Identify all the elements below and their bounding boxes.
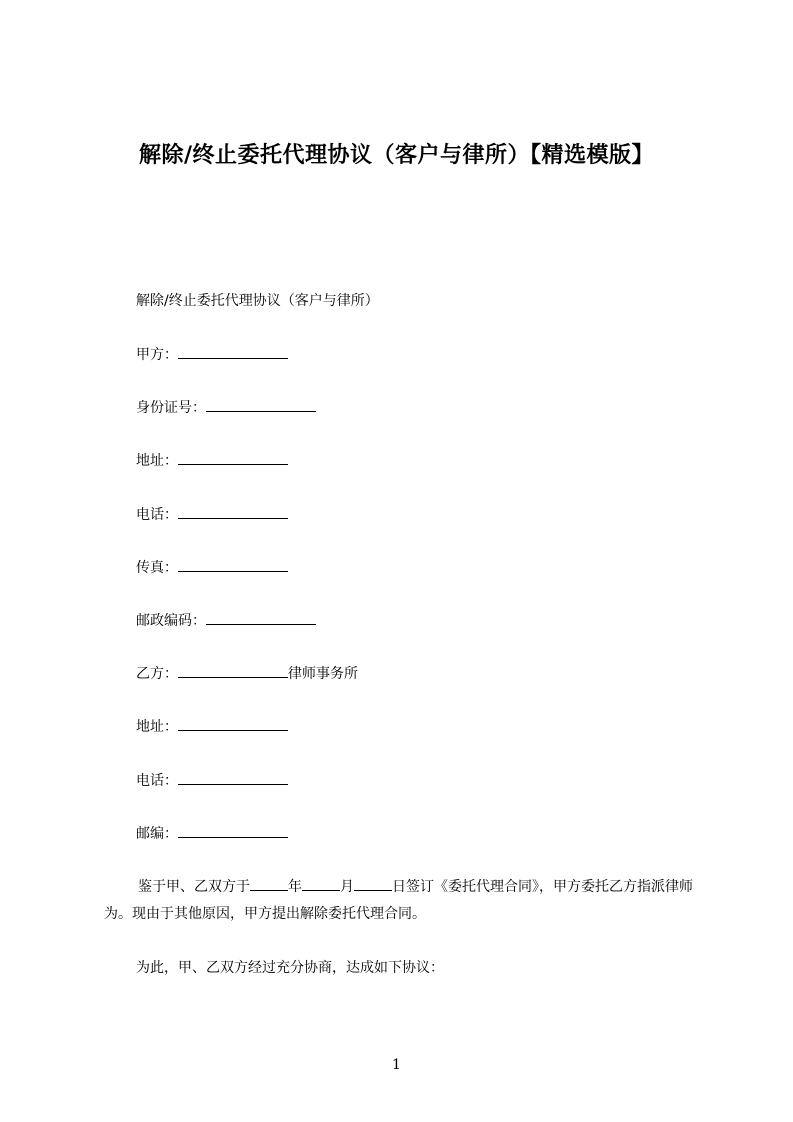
party-a-postcode-line: [136, 611, 316, 631]
party-b-line: [136, 664, 358, 684]
agreement-intro: 为此，甲、乙双方经过充分协商，达成如下协议：: [136, 960, 444, 976]
party-b-label: 乙方：: [136, 666, 178, 682]
party-b-phone-blank: [178, 771, 288, 785]
party-a-phone-line: [136, 505, 288, 525]
party-b-address-label: 地址：: [136, 719, 178, 735]
party-a-id-label: 身份证号：: [136, 400, 206, 416]
party-b-address-line: [136, 717, 288, 737]
agreement-intro-line: [136, 958, 444, 978]
party-a-fax-blank: [178, 558, 288, 572]
recital-part1: 鉴于甲、乙双方于: [138, 879, 250, 895]
party-a-fax-label: 传真：: [136, 560, 178, 576]
party-a-address-label: 地址：: [136, 453, 178, 469]
party-a-id-blank: [206, 398, 316, 412]
party-b-postcode-line: [136, 824, 288, 844]
subtitle-text: 解除/终止委托代理协议（客户与律所）: [136, 293, 379, 309]
page-number: 1: [392, 1057, 401, 1073]
document-subtitle: [136, 291, 379, 311]
party-a-line: [136, 345, 288, 365]
party-b-address-blank: [178, 717, 288, 731]
party-b-phone-line: [136, 771, 288, 791]
party-b-phone-label: 电话：: [136, 773, 178, 789]
recital-paragraph: [104, 874, 704, 928]
recital-year-blank: [250, 877, 288, 891]
party-b-suffix: 律师事务所: [288, 666, 358, 682]
party-a-address-blank: [178, 451, 288, 465]
party-a-blank: [178, 345, 288, 359]
party-a-fax-line: [136, 558, 288, 578]
party-b-postcode-blank: [178, 824, 288, 838]
party-a-postcode-blank: [206, 611, 316, 625]
recital-month: 月: [340, 879, 354, 895]
party-a-label: 甲方：: [136, 347, 178, 363]
recital-part2: 日签订《委托代理合同》，甲方委托乙方指派律师为。现由于其他原因，甲方提出解除委托代理合同。: [104, 879, 693, 922]
party-b-blank: [178, 664, 288, 678]
party-a-phone-blank: [178, 505, 288, 519]
recital-day-blank: [354, 877, 392, 891]
party-b-postcode-label: 邮编：: [136, 826, 178, 842]
party-a-postcode-label: 邮政编码：: [136, 613, 206, 629]
recital-month-blank: [302, 877, 340, 891]
party-a-address-line: [136, 451, 288, 471]
party-a-id-line: [136, 398, 316, 418]
page-title: 解除/终止委托代理协议（客户与律所）【精选模版】: [138, 143, 655, 168]
recital-year: 年: [288, 879, 302, 895]
party-a-phone-label: 电话：: [136, 507, 178, 523]
